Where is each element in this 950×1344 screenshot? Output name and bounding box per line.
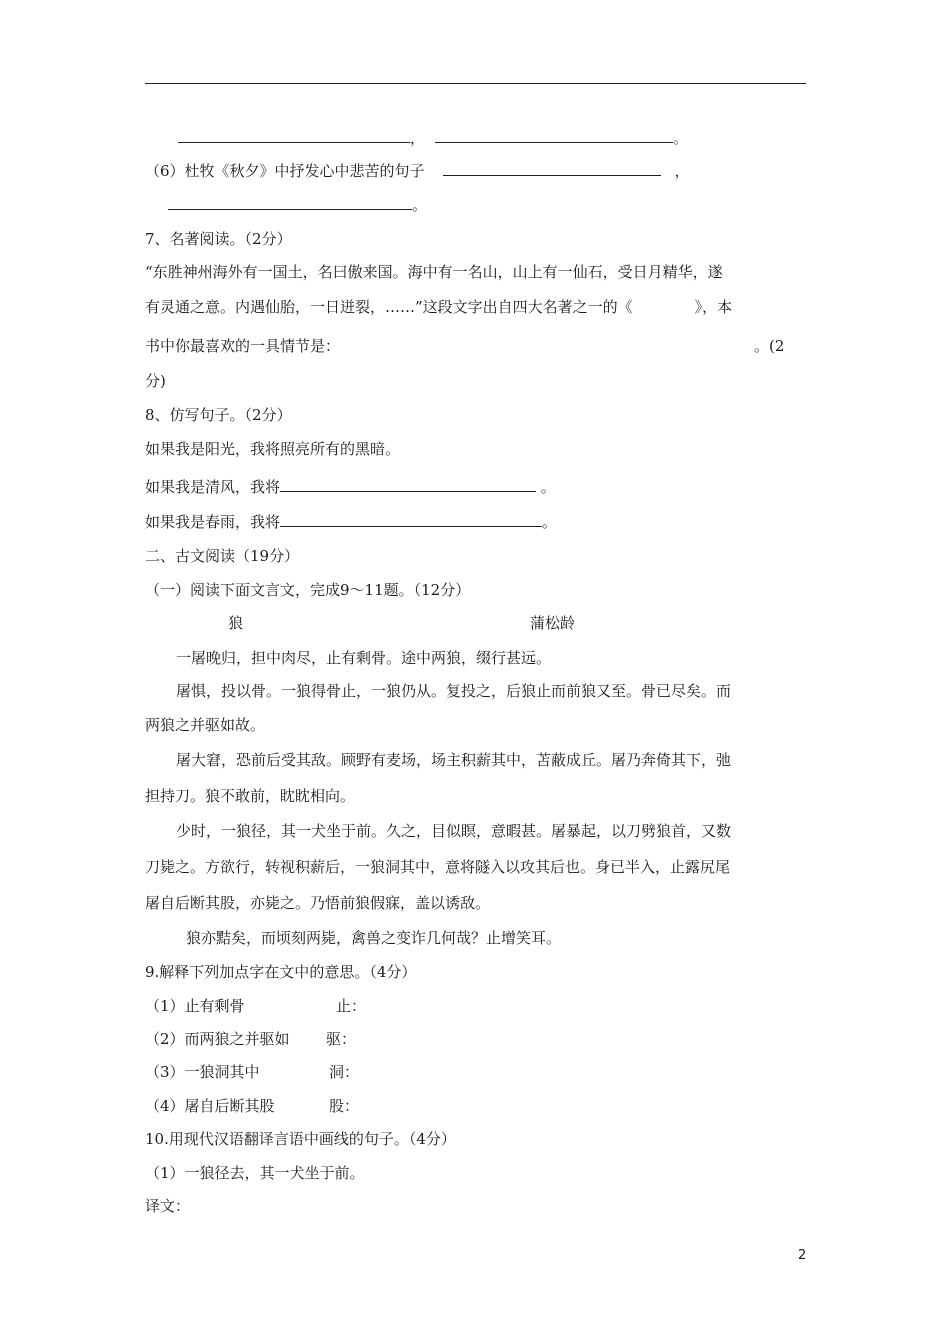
classical-paragraph: 屠惧，投以骨。一狼得骨止，一狼仍从。复投之，后狼止而前狼又至。骨已尽矣。而 [176, 682, 732, 700]
text-author: 蒲松龄 [530, 614, 576, 632]
question-10-item: （1）一狼径去，其一犬坐于前。 [145, 1164, 365, 1182]
question-7-text: “东胜神州海外有一国土，名曰傲来国。海中有一名山，山上有一仙石，受日月精华，遂 [145, 263, 723, 281]
answer-blank[interactable] [280, 477, 536, 492]
question-9-item: （1）止有剩骨 止： [145, 997, 367, 1015]
answer-blank[interactable] [178, 128, 410, 143]
question-10-title: 10.用现代汉语翻译言语中画线的句子。（4分） [145, 1130, 456, 1148]
translation-label: 译文： [145, 1197, 191, 1215]
question-8-example: 如果我是阳光，我将照亮所有的黑暗。 [145, 440, 401, 458]
question-9-item: （2）而两狼之并驱如 驱： [145, 1030, 357, 1048]
classical-paragraph: 刀毙之。方欲行，转视积薪后，一狼洞其中，意将隧入以攻其后也。身已半入，止露尻尾 [145, 858, 731, 876]
question-7-text: 书中你最喜欢的一具情节是： 。(2 [145, 337, 785, 355]
classical-paragraph: 担持刀。狼不敢前，眈眈相向。 [145, 787, 356, 805]
question-6-line2: 。 [168, 195, 427, 215]
classical-paragraph: 屠大窘，恐前后受其敌。顾野有麦场，场主积薪其中，苫蔽成丘。屠乃奔倚其下，弛 [176, 751, 732, 769]
answer-blank[interactable] [280, 512, 542, 527]
classical-paragraph: 两狼之并驱如故。 [145, 716, 266, 734]
answer-blank[interactable] [168, 195, 412, 210]
answer-blank[interactable] [443, 161, 661, 176]
question-9-title: 9.解释下列加点字在文中的意思。（4分） [145, 963, 417, 981]
classical-paragraph: 屠自后断其股，亦毙之。乃悟前狼假寐，盖以诱敌。 [145, 894, 491, 912]
question-7-text: 分) [145, 372, 166, 390]
answer-blank[interactable] [435, 128, 673, 143]
question-7-text: 有灵通之意。内遇仙胎，一日迸裂，……”这段文字出自四大名著之一的《 》，本 [145, 298, 733, 316]
text-title: 狼 [228, 614, 244, 632]
header-rule [145, 83, 806, 84]
question-8-title: 8、仿写句子。（2分） [145, 406, 292, 424]
subsection-1-title: （一）阅读下面文言文，完成9～11题。（12分） [145, 581, 471, 599]
classical-paragraph: 一屠晚归，担中肉尽，止有剩骨。途中两狼，缀行甚远。 [176, 649, 552, 667]
question-9-item: （4）屠自后断其股 股： [145, 1097, 360, 1115]
question-7-title: 7、名著阅读。（2分） [145, 230, 292, 248]
section-2-title: 二、古文阅读（19分） [145, 547, 300, 565]
classical-paragraph: 狼亦黠矣，而顷刻两毙，禽兽之变诈几何哉？止增笑耳。 [186, 929, 562, 947]
question-9-item: （3）一狼洞其中 洞： [145, 1063, 360, 1081]
question-6: （6）杜牧《秋夕》中抒发心中悲苦的句子 ， [145, 162, 690, 180]
page-number: 2 [798, 1248, 807, 1263]
classical-paragraph: 少时，一狼径，其一犬坐于前。久之，目似瞑，意暇甚。屠暴起，以刀劈狼首，又数 [176, 822, 732, 840]
question-8-line: 如果我是清风，我将 。 [145, 478, 556, 496]
question-8-line: 如果我是春雨，我将 。 [145, 513, 558, 531]
fill-line-5: ， 。 [178, 128, 688, 148]
